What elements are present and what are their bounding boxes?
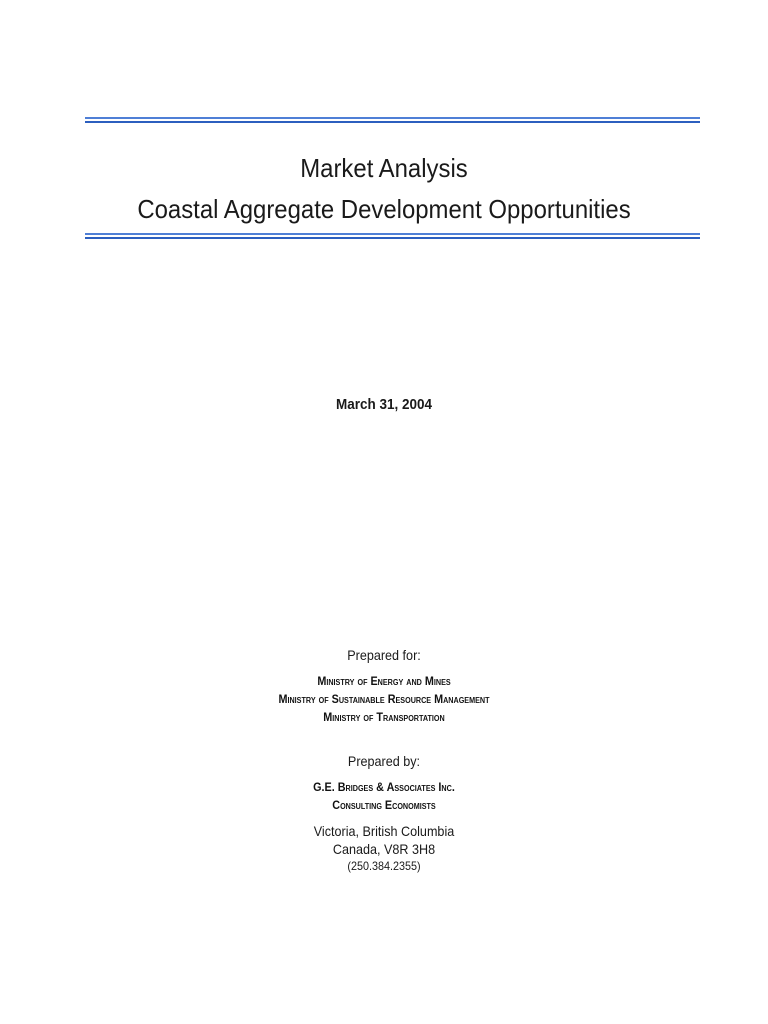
prepared-for-label: Prepared for: (347, 647, 421, 663)
address-line-2: Canada, V8R 3H8 (332, 841, 436, 857)
document-date: March 31, 2004 (335, 396, 433, 413)
client-name: Ministry of Transportation (323, 710, 445, 724)
prepared-by-label-wrap (0, 753, 768, 770)
firm-subtitle: Consulting Economists (332, 798, 436, 812)
top-double-rule (85, 117, 700, 125)
rule-line (85, 117, 700, 119)
firm-address (0, 822, 768, 875)
bottom-double-rule (85, 233, 700, 241)
client-list (0, 672, 768, 726)
client-name: Ministry of Energy and Mines (317, 674, 451, 688)
phone-number: (250.384.2355) (347, 859, 421, 873)
rule-line (85, 121, 700, 123)
client-name: Ministry of Sustainable Resource Management (278, 692, 490, 706)
rule-line (85, 233, 700, 235)
rule-line (85, 237, 700, 239)
title-line-1: Market Analysis (300, 153, 468, 183)
firm-name: G.E. Bridges & Associates Inc. (313, 780, 455, 794)
prepared-for-label-wrap (0, 647, 768, 664)
document-title (85, 148, 683, 230)
prepared-by-label: Prepared by: (347, 753, 421, 769)
firm-block (0, 778, 768, 814)
address-line-1: Victoria, British Columbia (313, 823, 455, 839)
title-line-2: Coastal Aggregate Development Opportunities (137, 194, 631, 224)
